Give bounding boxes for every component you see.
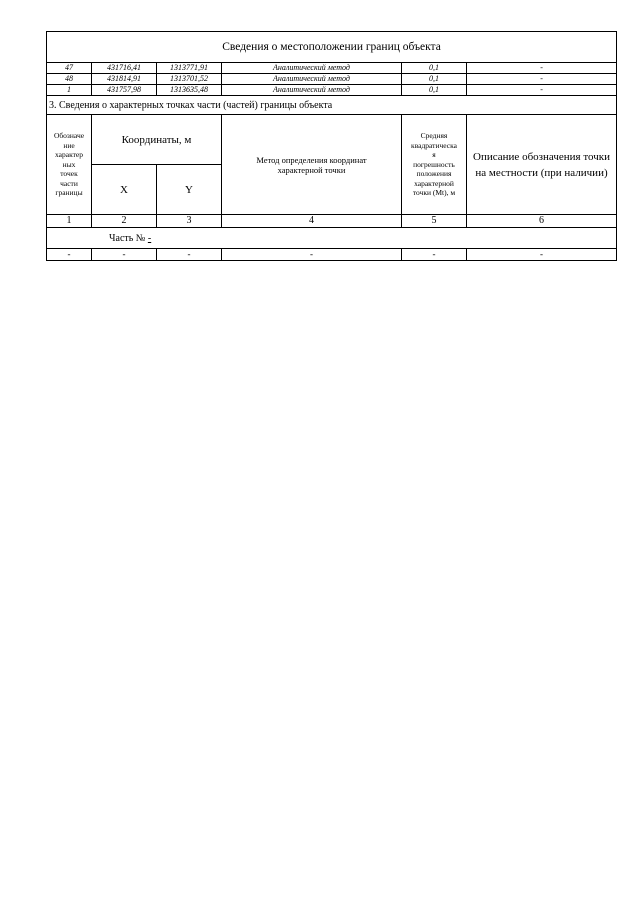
section-title: 3. Сведения о характерных точках части (частей) границы объекта (47, 96, 617, 115)
point-cell: 1 (47, 85, 92, 96)
x-cell: 431716,41 (92, 63, 157, 74)
x-cell: 431757,98 (92, 85, 157, 96)
column-number: 4 (222, 215, 402, 228)
header-description: Описание обозначения точки на местности (при наличии) (467, 115, 617, 215)
mt-cell: 0,1 (402, 74, 467, 85)
table-row (47, 85, 617, 96)
table-row (47, 249, 617, 261)
column-number: 5 (402, 215, 467, 228)
header-method: Метод определения координат характерной точки (222, 115, 402, 215)
description-cell: - (467, 74, 617, 85)
header-mt: Средняя квадратическа я погрешность положения характерной точки (Mt), м (402, 115, 467, 215)
column-number: 2 (92, 215, 157, 228)
method-cell: Аналитический метод (222, 63, 402, 74)
empty-cell: - (222, 249, 402, 261)
table-row (47, 74, 617, 85)
header-y: Y (157, 165, 222, 215)
header-coordinates: Координаты, м (92, 115, 222, 165)
description-cell: - (467, 85, 617, 96)
empty-cell: - (157, 249, 222, 261)
column-numbers-row (47, 215, 617, 228)
empty-cell: - (467, 249, 617, 261)
part-heading (47, 228, 617, 249)
header-x: X (92, 165, 157, 215)
point-cell: 47 (47, 63, 92, 74)
y-cell: 1313701,52 (157, 74, 222, 85)
part-number: - (147, 232, 152, 244)
empty-cell: - (92, 249, 157, 261)
column-number: 3 (157, 215, 222, 228)
mt-cell: 0,1 (402, 85, 467, 96)
method-cell: Аналитический метод (222, 85, 402, 96)
header-point-designation: Обозначе ние характер ных точек части границы (47, 115, 92, 215)
method-cell: Аналитический метод (222, 74, 402, 85)
y-cell: 1313635,48 (157, 85, 222, 96)
empty-cell: - (402, 249, 467, 261)
empty-cell: - (47, 249, 92, 261)
table-row (47, 63, 617, 74)
table-title: Сведения о местоположении границ объекта (47, 32, 617, 63)
point-cell: 48 (47, 74, 92, 85)
part-label: Часть № (109, 232, 146, 244)
column-number: 6 (467, 215, 617, 228)
description-cell: - (467, 63, 617, 74)
y-cell: 1313771,91 (157, 63, 222, 74)
x-cell: 431814,91 (92, 74, 157, 85)
coordinates-table (46, 31, 617, 261)
coordinates-table-frame (46, 31, 616, 261)
column-number: 1 (47, 215, 92, 228)
mt-cell: 0,1 (402, 63, 467, 74)
